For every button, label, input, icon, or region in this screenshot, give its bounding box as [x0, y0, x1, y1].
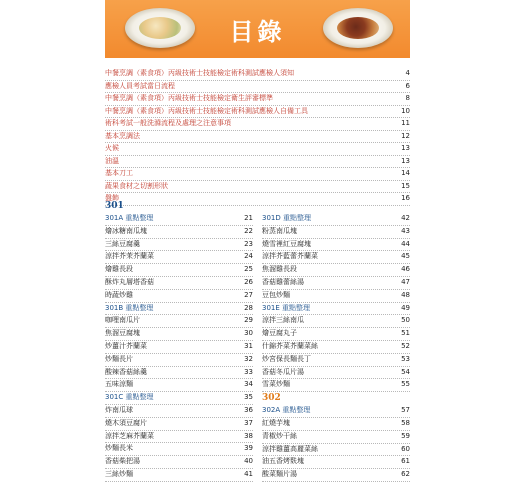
- page-number: 59: [401, 431, 410, 440]
- recipe-entry[interactable]: [105, 405, 253, 418]
- recipe-entry[interactable]: [262, 469, 410, 482]
- entry-title: 火候: [105, 144, 119, 152]
- page-number: 45: [401, 252, 410, 261]
- entry-title: 302A 重點整理: [262, 406, 311, 415]
- entry-title: 油五香烤麩塊: [262, 457, 304, 466]
- header-banner: [105, 0, 410, 58]
- recipe-entry[interactable]: [105, 264, 253, 277]
- page-number: 30: [244, 329, 253, 338]
- entry-title: 301C 重點整理: [105, 393, 154, 402]
- recipe-entry[interactable]: [262, 456, 410, 469]
- page-number: 15: [401, 181, 410, 190]
- entry-title: 術科考試一般洗滌流程及處理之注意事項: [105, 119, 231, 127]
- entry-title: 盤飾: [105, 194, 119, 202]
- entry-title: 燴雞長段: [105, 265, 133, 274]
- column-spacer: [262, 200, 410, 213]
- toc-entry[interactable]: [105, 181, 410, 194]
- page-number: 61: [401, 457, 410, 466]
- entry-title: 蔬果食材之切割形狀: [105, 181, 168, 190]
- page-number: 42: [401, 214, 410, 222]
- entry-title: 油溫: [105, 156, 119, 165]
- page-number: 58: [401, 418, 410, 427]
- toc-entry[interactable]: [105, 156, 410, 169]
- entry-title: 基本烹調法: [105, 131, 140, 140]
- entry-title: 涼拌雞薑高麗菜絲: [262, 444, 318, 453]
- entry-title: 炸南瓜球: [105, 405, 133, 414]
- section-heading: 301: [105, 201, 124, 211]
- recipe-entry[interactable]: [105, 328, 253, 341]
- page-number: 23: [244, 239, 253, 248]
- entry-title: 涼拌芥藍蕾芥蘭菜: [262, 252, 318, 261]
- recipe-entry[interactable]: [105, 379, 253, 392]
- recipe-entry[interactable]: [105, 251, 253, 264]
- recipe-entry[interactable]: [262, 444, 410, 457]
- page-number: 43: [401, 226, 410, 235]
- recipe-entry[interactable]: [262, 226, 410, 239]
- page-number: 31: [244, 341, 253, 350]
- entry-title: 五味涼麵: [105, 380, 133, 389]
- recipe-entry[interactable]: [105, 354, 253, 367]
- toc-entry[interactable]: [105, 106, 410, 119]
- page-number: 52: [401, 341, 410, 350]
- page-number: 35: [244, 393, 253, 402]
- page-number: 26: [244, 277, 253, 286]
- recipe-entry[interactable]: [262, 213, 410, 226]
- recipe-entry[interactable]: [262, 315, 410, 328]
- page-number: 13: [401, 144, 410, 152]
- page-number: 10: [401, 106, 410, 115]
- page-number: 48: [401, 290, 410, 299]
- toc-entry[interactable]: [105, 143, 410, 156]
- page-number: 34: [244, 380, 253, 389]
- recipe-entry[interactable]: [105, 315, 253, 328]
- page-number: 62: [401, 470, 410, 479]
- recipe-entry[interactable]: [262, 379, 410, 392]
- recipe-entry[interactable]: [105, 213, 253, 226]
- page-title: 目錄: [229, 18, 286, 46]
- recipe-entry[interactable]: [262, 367, 410, 380]
- entry-title: 301B 重點整理: [105, 303, 154, 312]
- recipe-entry[interactable]: [105, 392, 253, 405]
- left-column: [105, 200, 253, 482]
- recipe-entry[interactable]: [105, 277, 253, 290]
- entry-title: 中餐烹調（素食項）丙級技術士技能檢定衛生評審標準: [105, 94, 273, 102]
- toc-entry[interactable]: [105, 168, 410, 181]
- recipe-entry[interactable]: [262, 328, 410, 341]
- entry-title: 中餐烹調（素食項）丙級技術士技能檢定術科測試應檢人須知: [105, 69, 294, 77]
- recipe-entry[interactable]: [105, 226, 253, 239]
- entry-title: 香菇柴把湯: [105, 457, 140, 466]
- toc-entry[interactable]: [105, 81, 410, 94]
- entry-title: 青椒炒干絲: [262, 431, 297, 440]
- page-number: 14: [401, 169, 410, 177]
- recipe-entry[interactable]: [105, 431, 253, 444]
- page-number: 36: [244, 405, 253, 414]
- page-number: 16: [401, 194, 410, 202]
- toc-page: [105, 0, 410, 500]
- entry-title: 香菇雞蕾絲湯: [262, 277, 304, 286]
- page-number: 41: [244, 469, 253, 478]
- entry-title: 涼拌三絲南瓜: [262, 316, 304, 325]
- entry-title: 炒麵長米: [105, 444, 133, 453]
- recipe-entry[interactable]: [262, 264, 410, 277]
- entry-title: 炒麵長片: [105, 354, 133, 363]
- page-number: 53: [401, 354, 410, 363]
- recipe-entry[interactable]: [262, 405, 410, 418]
- page-number: 46: [401, 265, 410, 274]
- page-number: 44: [401, 239, 410, 248]
- entry-title: 燴豆腐丸子: [262, 329, 297, 338]
- entry-title: 時蔬炒雞: [105, 290, 133, 299]
- page-number: 22: [244, 226, 253, 235]
- recipe-entry[interactable]: [262, 431, 410, 444]
- entry-title: 301A 重點整理: [105, 214, 154, 222]
- right-column: [262, 200, 410, 482]
- page-number: 25: [244, 265, 253, 274]
- page-number: 13: [401, 156, 410, 165]
- page-number: 39: [244, 444, 253, 453]
- recipe-entry[interactable]: [262, 303, 410, 316]
- recipe-entry[interactable]: [105, 303, 253, 316]
- recipe-entry[interactable]: [105, 290, 253, 303]
- entry-title: 三絲炒麵: [105, 469, 133, 478]
- page-number: 27: [244, 290, 253, 299]
- entry-title: 燴冰糖南瓜塊: [105, 226, 147, 235]
- page-number: 54: [401, 367, 410, 376]
- page-number: 12: [401, 131, 410, 140]
- entry-title: 三絲豆腐羹: [105, 239, 140, 248]
- entry-title: 焦溜豆腐塊: [105, 329, 140, 338]
- page-number: 40: [244, 457, 253, 466]
- toc-entry[interactable]: [105, 131, 410, 144]
- page-number: 32: [244, 354, 253, 363]
- entry-title: 雪菜炒麵: [262, 380, 290, 389]
- page-number: 24: [244, 252, 253, 261]
- entry-title: 炒宮保長麵長丁: [262, 354, 311, 363]
- page-number: 60: [401, 444, 410, 453]
- entry-title: 應檢人員考試當日流程: [105, 81, 175, 90]
- entry-title: 酸菜麵片湯: [262, 470, 297, 479]
- page-number: 55: [401, 380, 410, 389]
- recipe-entry[interactable]: [105, 239, 253, 252]
- entry-title: 中餐烹調（素食項）丙級技術士技能檢定術科測試應檢人自備工具: [105, 106, 308, 115]
- recipe-entry[interactable]: [262, 239, 410, 252]
- entry-title: 涼拌芝麻芥蘭菜: [105, 431, 154, 440]
- recipe-entry[interactable]: [105, 341, 253, 354]
- section-heading: 302: [262, 393, 281, 404]
- entry-title: 酥炸丸層塔香菇: [105, 277, 154, 286]
- page-number: 8: [405, 94, 410, 102]
- entry-title: 酸辣香菇絲羹: [105, 367, 147, 376]
- entry-title: 什錦芥菜芥蘭菜絲: [262, 341, 318, 350]
- toc-list: [105, 68, 410, 206]
- recipe-entry[interactable]: [105, 367, 253, 380]
- recipe-entry[interactable]: [105, 456, 253, 469]
- page-number: 50: [401, 316, 410, 325]
- entry-title: 燒木須豆腐片: [105, 418, 147, 427]
- page-number: 28: [244, 303, 253, 312]
- dish-photo-right: [323, 8, 393, 48]
- page-number: 57: [401, 406, 410, 415]
- recipe-entry[interactable]: [262, 290, 410, 303]
- entry-title: 紅燒芋塊: [262, 418, 290, 427]
- food-image: [337, 17, 379, 39]
- page-number: 11: [401, 119, 410, 127]
- recipe-entry[interactable]: [262, 277, 410, 290]
- recipe-entry[interactable]: [262, 341, 410, 354]
- page-number: 33: [244, 367, 253, 376]
- page-number: 49: [401, 303, 410, 312]
- entry-title: 粉蒸南瓜塊: [262, 226, 297, 235]
- page-number: 6: [405, 81, 410, 90]
- toc-entry[interactable]: [105, 93, 410, 106]
- recipe-entry[interactable]: [262, 251, 410, 264]
- page-number: 37: [244, 418, 253, 427]
- entry-title: 香菇冬瓜片湯: [262, 367, 304, 376]
- page-number: 47: [401, 277, 410, 286]
- entry-title: 豆包炒麵: [262, 290, 290, 299]
- recipe-entry[interactable]: [262, 418, 410, 431]
- page-number: 21: [244, 214, 253, 222]
- toc-entry[interactable]: [105, 118, 410, 131]
- entry-title: 燒雪裡紅豆腐塊: [262, 239, 311, 248]
- entry-title: 咖哩南瓜片: [105, 316, 140, 325]
- page-number: 4: [405, 69, 410, 77]
- page-number: 51: [401, 329, 410, 338]
- entry-title: 焦溜雞長段: [262, 265, 297, 274]
- entry-title: 炒薑汁芥蘭菜: [105, 341, 147, 350]
- toc-entry[interactable]: [105, 68, 410, 81]
- recipe-entry[interactable]: [262, 354, 410, 367]
- recipe-entry[interactable]: [105, 443, 253, 456]
- page-number: 29: [244, 316, 253, 325]
- entry-title: 基本刀工: [105, 169, 133, 177]
- page-number: 38: [244, 431, 253, 440]
- recipe-entry[interactable]: [105, 469, 253, 482]
- entry-title: 301D 重點整理: [262, 214, 311, 222]
- entry-title: 涼拌芥茉芥蘭菜: [105, 252, 154, 261]
- recipe-entry[interactable]: [105, 418, 253, 431]
- entry-title: 301E 重點整理: [262, 303, 311, 312]
